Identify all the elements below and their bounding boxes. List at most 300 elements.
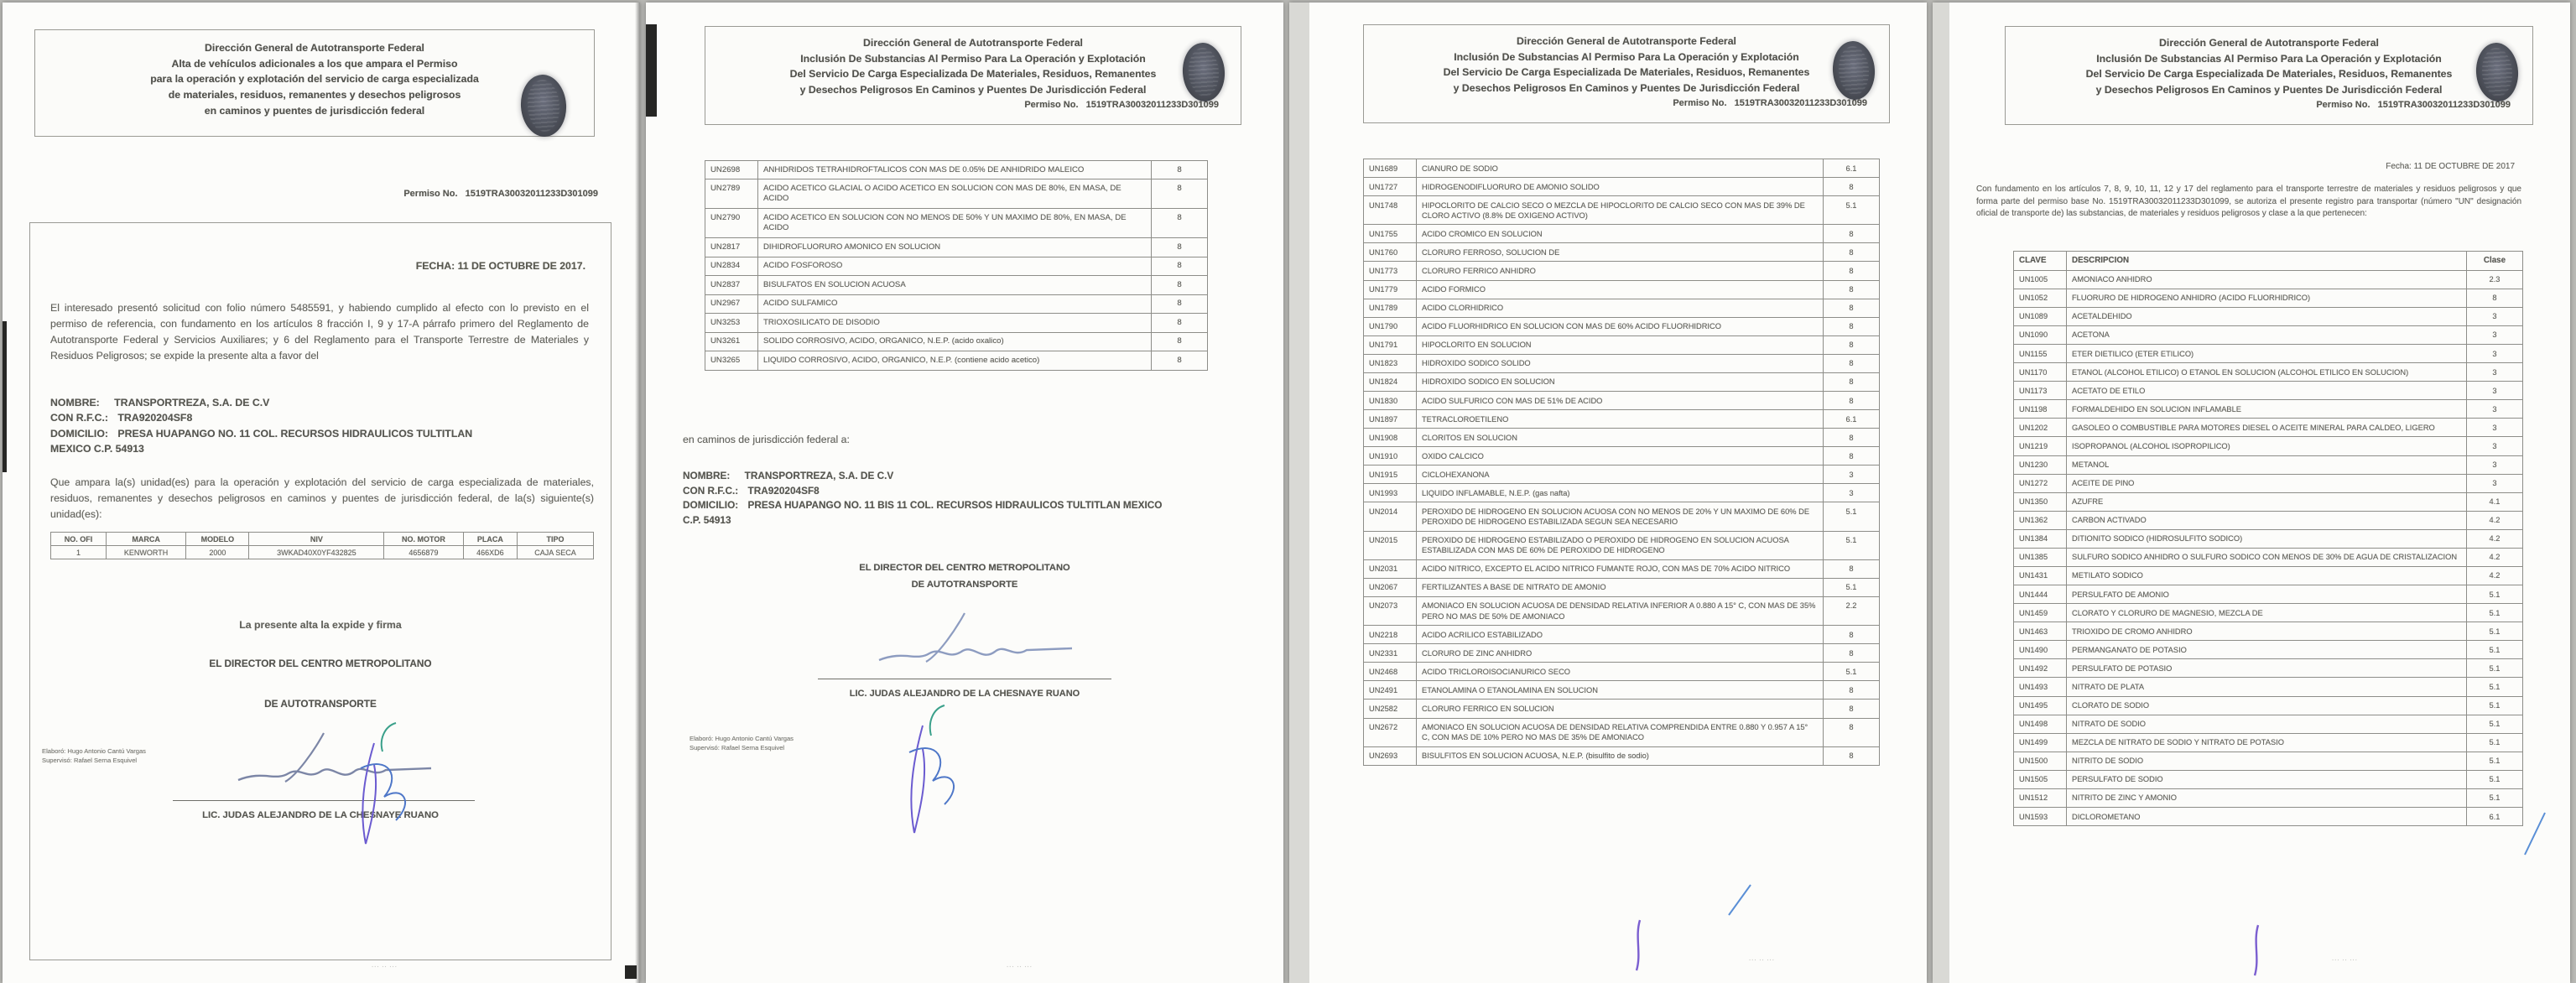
substances-table <box>705 160 1208 371</box>
vehicle-table <box>50 532 594 559</box>
substance-un-code: UN2491 <box>1364 681 1417 700</box>
substance-description: AMONIACO EN SOLUCION ACUOSA DE DENSIDAD RELATIVA COMPRENDIDA ENTRE 0.880 Y 0.957 A 15° C, CON MAS DE 10% PERO NO MAS DE 35% DE AMONIACO <box>1417 718 1824 746</box>
substance-row <box>2014 270 2523 289</box>
substance-description: METANOL <box>2067 455 2467 474</box>
substance-class: 8 <box>1824 626 1880 644</box>
substance-class: 2.3 <box>2467 270 2523 289</box>
substance-description: ACIDO NITRICO, EXCEPTO EL ACIDO NITRICO FUMANTE ROJO, CON MAS DE 70% ACIDO NITRICO <box>1417 559 1824 578</box>
substance-row <box>1364 447 1880 465</box>
pen-mark-ink <box>2520 808 2550 858</box>
substance-un-code: UN1384 <box>2014 529 2067 548</box>
substance-un-code: UN2073 <box>1364 596 1417 625</box>
substance-class: 3 <box>2467 455 2523 474</box>
issue-line: La presente alta la expide y firma <box>239 619 402 631</box>
substance-description: HIDROXIDO SODICO EN SOLUCION <box>1417 372 1824 391</box>
substance-class: 8 <box>1824 559 1880 578</box>
substance-class: 8 <box>1152 351 1208 370</box>
substance-description: LIQUIDO CORROSIVO, ACIDO, ORGANICO, N.E.P. (contiene acido acetico) <box>758 351 1152 370</box>
col-no-motor: NO. MOTOR <box>384 533 463 546</box>
col-marca: MARCA <box>106 533 185 546</box>
permit-label: Permiso No. <box>1024 99 1079 110</box>
substance-description: CLORURO FERROSO, SOLUCION DE <box>1417 243 1824 262</box>
substance-row <box>1364 681 1880 700</box>
substance-row <box>1364 429 1880 447</box>
substance-class: 5.1 <box>2467 641 2523 659</box>
substance-class: 5.1 <box>2467 770 2523 788</box>
substance-row <box>2014 585 2523 604</box>
substance-un-code: UN1272 <box>2014 474 2067 492</box>
substance-row <box>2014 474 2523 492</box>
page1-body-box <box>29 222 611 960</box>
substance-un-code: UN1385 <box>2014 548 2067 566</box>
col-placa: PLACA <box>463 533 517 546</box>
substance-un-code: UN1230 <box>2014 455 2067 474</box>
rfc-value: TRA920204SF8 <box>747 484 820 497</box>
substance-class: 3 <box>2467 474 2523 492</box>
page1-title-line: Alta de vehículos adicionales a los que ampara el Permiso <box>171 57 458 70</box>
substance-row <box>1364 559 1880 578</box>
substance-class: 5.1 <box>2467 788 2523 807</box>
substance-class: 8 <box>1152 179 1208 209</box>
substance-un-code: UN2468 <box>1364 663 1417 681</box>
substance-row <box>1364 746 1880 765</box>
substance-row <box>705 314 1208 332</box>
substance-class: 8 <box>1152 238 1208 257</box>
grantee-address-line2: MEXICO C.P. 54913 <box>50 443 144 455</box>
grantee-address-line <box>683 498 1236 513</box>
grantee-address-line2: C.P. 54913 <box>683 514 731 527</box>
substance-description: FERTILIZANTES A BASE DE NITRATO DE AMONIO <box>1417 578 1824 596</box>
permit-number-line <box>1364 98 1889 108</box>
substance-row <box>1364 262 1880 280</box>
pen-mark-ink <box>2246 922 2272 980</box>
substance-description: CICLOHEXANONA <box>1417 465 1824 484</box>
substance-description: DITIONITO SODICO (HIDROSULFITO SODICO) <box>2067 529 2467 548</box>
substance-class: 8 <box>1824 178 1880 196</box>
substance-un-code: UN3253 <box>705 314 758 332</box>
substance-class: 5.1 <box>1824 196 1880 225</box>
substance-un-code: UN1198 <box>2014 400 2067 419</box>
page1-title-line: de materiales, residuos, remanentes y desechos peligrosos <box>168 89 461 101</box>
substance-description: SULFURO SODICO ANHIDRO O SULFURO SODICO CON MENOS DE 30% DE AGUA DE CRISTALIZACION <box>2067 548 2467 566</box>
substance-class: 8 <box>1824 243 1880 262</box>
substance-description: HIDROGENODIFLUORURO DE AMONIO SOLIDO <box>1417 178 1824 196</box>
substance-row <box>1364 335 1880 354</box>
substance-description: ACETATO DE ETILO <box>2067 382 2467 400</box>
substance-row <box>1364 663 1880 681</box>
substance-class: 5.1 <box>1824 578 1880 596</box>
scan-edge-band <box>1933 3 1949 983</box>
substance-un-code: UN2067 <box>1364 578 1417 596</box>
page-4-lista-substancias <box>1933 3 2570 983</box>
substance-description: CLORURO DE ZINC ANHIDRO <box>1417 644 1824 663</box>
substance-un-code: UN3261 <box>705 332 758 351</box>
substance-row <box>1364 243 1880 262</box>
substances-table <box>2013 251 2523 826</box>
substance-class: 8 <box>1824 644 1880 663</box>
substance-row <box>1364 410 1880 429</box>
substance-un-code: UN2789 <box>705 179 758 209</box>
substance-description: CLORITOS EN SOLUCION <box>1417 429 1824 447</box>
substance-class: 8 <box>1824 392 1880 410</box>
substance-row <box>1364 700 1880 718</box>
director-title-line2: DE AUTOTRANSPORTE <box>264 698 377 710</box>
substance-row <box>705 351 1208 370</box>
substance-un-code: UN1727 <box>1364 178 1417 196</box>
substance-row <box>1364 531 1880 559</box>
col-tipo: TIPO <box>518 533 594 546</box>
substance-un-code: UN1789 <box>1364 299 1417 317</box>
director-name: LIC. JUDAS ALEJANDRO DE LA CHESNAYE RUANO <box>202 810 439 820</box>
col-clase: Clase <box>2467 252 2523 271</box>
substance-un-code: UN1362 <box>2014 511 2067 529</box>
col-clave: CLAVE <box>2014 252 2067 271</box>
date-line: Fecha: 11 DE OCTUBRE DE 2017 <box>2386 162 2515 171</box>
substance-class: 8 <box>1152 294 1208 313</box>
substance-class: 5.1 <box>2467 715 2523 733</box>
substance-un-code: UN1444 <box>2014 585 2067 604</box>
inclusion-title-line: Inclusión De Substancias Al Permiso Para La Operación y Explotación <box>1454 50 1799 63</box>
prepared-by-note <box>42 746 226 766</box>
substance-un-code: UN1823 <box>1364 354 1417 372</box>
date-line: FECHA: 11 DE OCTUBRE DE 2017. <box>415 260 585 272</box>
director-title-line1: EL DIRECTOR DEL CENTRO METROPOLITANO <box>209 658 432 669</box>
substance-description: ACETALDEHIDO <box>2067 307 2467 325</box>
substance-row <box>1364 578 1880 596</box>
substance-description: ACEITE DE PINO <box>2067 474 2467 492</box>
substance-row <box>2014 492 2523 511</box>
substance-description: ETANOLAMINA O ETANOLAMINA EN SOLUCION <box>1417 681 1824 700</box>
page1-title-line: en caminos y puentes de jurisdicción federal <box>204 104 425 117</box>
substance-row <box>2014 678 2523 696</box>
grantee-block <box>683 469 1236 528</box>
substance-row <box>705 257 1208 275</box>
substance-un-code: UN1755 <box>1364 225 1417 243</box>
prepared-by-note <box>690 734 874 753</box>
page-1-alta-vehiculos <box>3 3 640 983</box>
name-value: TRANSPORTREZA, S.A. DE C.V <box>114 397 270 408</box>
page3-header-box <box>1363 24 1890 123</box>
substance-description: CLORURO FERRICO ANHIDRO <box>1417 262 1824 280</box>
substance-row <box>1364 465 1880 484</box>
substance-description: ACIDO FOSFOROSO <box>758 257 1152 275</box>
substance-description: ACIDO TRICLOROISOCIANURICO SECO <box>1417 663 1824 681</box>
substance-class: 8 <box>1152 257 1208 275</box>
permit-number: 1519TRA30032011233D301099 <box>1734 97 1867 108</box>
substance-un-code: UN2837 <box>705 276 758 294</box>
agency-title: Dirección General de Autotransporte Federal <box>863 37 1083 49</box>
substance-description: TRIOXIDO DE CROMO ANHIDRO <box>2067 622 2467 641</box>
substance-un-code: UN2015 <box>1364 531 1417 559</box>
substance-un-code: UN1155 <box>2014 345 2067 363</box>
substance-un-code: UN2672 <box>1364 718 1417 746</box>
substance-description: FLUORURO DE HIDROGENO ANHIDRO (ACIDO FLUORHIDRICO) <box>2067 289 2467 307</box>
vehicle-marca: KENWORTH <box>106 546 185 559</box>
scan-artifact <box>3 321 7 472</box>
inclusion-title-line: Del Servicio De Carga Especializada De Materiales, Residuos, Remanentes <box>1443 66 1810 79</box>
substance-class: 3 <box>2467 345 2523 363</box>
substance-description: PERSULFATO DE POTASIO <box>2067 659 2467 678</box>
substance-description: CARBON ACTIVADO <box>2067 511 2467 529</box>
substance-description: ACIDO ACETICO GLACIAL O ACIDO ACETICO EN SOLUCION CON MAS DE 80%, EN MASA, DE ACIDO <box>758 179 1152 209</box>
substance-row <box>1364 626 1880 644</box>
address-value: PRESA HUAPANGO NO. 11 COL. RECURSOS HIDRAULICOS TULTITLAN <box>117 427 473 439</box>
substance-class: 8 <box>1824 335 1880 354</box>
substance-class: 5.1 <box>2467 696 2523 715</box>
substance-class: 3 <box>2467 325 2523 344</box>
substance-description: HIPOCLORITO DE CALCIO SECO O MEZCLA DE HIPOCLORITO DE CALCIO SECO CON MAS DE 39% DE CLORO ACTIVO (8.8% DE OXIGENO ACTIVO) <box>1417 196 1824 225</box>
substance-description: AMONIACO ANHIDRO <box>2067 270 2467 289</box>
substance-class: 8 <box>1152 161 1208 179</box>
substance-row <box>1364 280 1880 299</box>
col-niv: NIV <box>249 533 384 546</box>
substance-un-code: UN1090 <box>2014 325 2067 344</box>
substance-un-code: UN1495 <box>2014 696 2067 715</box>
page2-footer-mark: ··· ·· ··· <box>1007 964 1033 970</box>
inclusion-title-line: y Desechos Peligrosos En Caminos y Puentes De Jurisdicción Federal <box>799 84 1147 96</box>
substance-row <box>2014 529 2523 548</box>
substance-un-code: UN2698 <box>705 161 758 179</box>
substance-class: 3 <box>2467 363 2523 382</box>
substance-description: NITRATO DE SODIO <box>2067 715 2467 733</box>
substance-description: SOLIDO CORROSIVO, ACIDO, ORGANICO, N.E.P. (acido oxalico) <box>758 332 1152 351</box>
substance-row <box>1364 159 1880 178</box>
substance-row <box>2014 752 2523 770</box>
director-title-line1: EL DIRECTOR DEL CENTRO METROPOLITANO <box>859 563 1070 573</box>
scan-corner-artifact <box>625 965 637 979</box>
substance-description: PEROXIDO DE HIDROGENO ESTABILIZADO O PEROXIDO DE HIDROGENO EN SOLUCION ACUOSA ESTABILIZADA CON MAS DE 60% DE PEROXIDO DE HIDROGENO <box>1417 531 1824 559</box>
substances-table <box>1363 159 1880 766</box>
substance-class: 5.1 <box>1824 663 1880 681</box>
jurisdiction-line: en caminos de jurisdicción federal a: <box>683 434 850 445</box>
substance-description: TRIOXOSILICATO DE DISODIO <box>758 314 1152 332</box>
page-2-inclusion-substancias <box>646 3 1283 983</box>
permit-label: Permiso No. <box>1673 97 1727 108</box>
permit-label: Permiso No. <box>403 189 458 199</box>
substance-row <box>1364 299 1880 317</box>
substance-un-code: UN1908 <box>1364 429 1417 447</box>
substance-description: PERSULFATO DE AMONIO <box>2067 585 2467 604</box>
substance-class: 5.1 <box>2467 585 2523 604</box>
substance-row <box>1364 196 1880 225</box>
substance-un-code: UN1830 <box>1364 392 1417 410</box>
substance-class: 3 <box>2467 419 2523 437</box>
substance-class: 6.1 <box>1824 159 1880 178</box>
substance-class: 8 <box>1824 317 1880 335</box>
substance-row <box>705 179 1208 209</box>
vehicle-modelo: 2000 <box>186 546 249 559</box>
name-label: NOMBRE: <box>683 470 731 481</box>
substance-class: 5.1 <box>1824 502 1880 531</box>
substance-un-code: UN1202 <box>2014 419 2067 437</box>
page4-footer-mark: ··· ·· ··· <box>2332 957 2358 963</box>
substance-description: ACIDO CLORHIDRICO <box>1417 299 1824 317</box>
substance-un-code: UN1897 <box>1364 410 1417 429</box>
substance-description: OXIDO CALCICO <box>1417 447 1824 465</box>
substance-un-code: UN1760 <box>1364 243 1417 262</box>
substance-class: 8 <box>1824 354 1880 372</box>
substance-row <box>1364 354 1880 372</box>
substance-un-code: UN1492 <box>2014 659 2067 678</box>
page1-title-line: para la operación y explotación del servicio de carga especializada <box>150 73 479 86</box>
substance-row <box>2014 419 2523 437</box>
substance-description: HIPOCLORITO EN SOLUCION <box>1417 335 1824 354</box>
vehicle-table-header-row <box>51 533 594 546</box>
substance-description: ETANOL (ALCOHOL ETILICO) O ETANOL EN SOLUCION (ALCOHOL ETILICO EN SOLUCION) <box>2067 363 2467 382</box>
substance-description: ACIDO CROMICO EN SOLUCION <box>1417 225 1824 243</box>
permit-number-line <box>2006 100 2532 110</box>
substances-header-row <box>2014 252 2523 271</box>
substance-description: ISOPROPANOL (ALCOHOL ISOPROPILICO) <box>2067 437 2467 455</box>
scan-seam <box>635 3 640 983</box>
substance-description: METILATO SODICO <box>2067 566 2467 585</box>
substance-row <box>1364 392 1880 410</box>
substance-row <box>2014 604 2523 622</box>
substance-row <box>2014 325 2523 344</box>
substance-un-code: UN2014 <box>1364 502 1417 531</box>
coverage-paragraph: Que ampara la(s) unidad(es) para la operación y explotación del servicio de carga especializada de materiales, residuos, remanentes y desechos peligrosos en caminos y puentes de jurisdicción federal, de la(s) siguiente(s) unidad(es): <box>50 476 594 521</box>
substance-description: PEROXIDO DE HIDROGENO EN SOLUCION ACUOSA CON NO MENOS DE 20% Y UN MAXIMO DE 60% DE PEROXIDO DE HIDROGENO ESTABILIZADA SEGUN SEA NECESARIO <box>1417 502 1824 531</box>
grantee-name-line <box>50 395 596 410</box>
substance-row <box>2014 622 2523 641</box>
grantee-address-line <box>50 426 596 441</box>
substance-description: LIQUIDO INFLAMABLE, N.E.P. (gas nafta) <box>1417 484 1824 502</box>
substance-description: ACIDO ACRILICO ESTABILIZADO <box>1417 626 1824 644</box>
substance-description: NITRATO DE PLATA <box>2067 678 2467 696</box>
substance-class: 5.1 <box>2467 752 2523 770</box>
permit-number-line <box>705 100 1241 110</box>
substance-description: BISULFITOS EN SOLUCION ACUOSA, N.E.P. (bisulfito de sodio) <box>1417 746 1824 765</box>
permit-number-line <box>212 189 598 199</box>
substance-class: 8 <box>1824 447 1880 465</box>
substance-description: PERMANGANATO DE POTASIO <box>2067 641 2467 659</box>
col-no-ofi: NO. OFI <box>51 533 107 546</box>
substance-description: FORMALDEHIDO EN SOLUCION INFLAMABLE <box>2067 400 2467 419</box>
name-label: NOMBRE: <box>50 397 100 408</box>
substance-un-code: UN1505 <box>2014 770 2067 788</box>
substance-class: 5.1 <box>1824 531 1880 559</box>
col-descripcion: DESCRIPCION <box>2067 252 2467 271</box>
substance-un-code: UN1052 <box>2014 289 2067 307</box>
page3-footer-mark: ··· ·· ··· <box>1749 957 1775 963</box>
substance-un-code: UN1915 <box>1364 465 1417 484</box>
grantee-block <box>50 395 596 457</box>
substance-un-code: UN1173 <box>2014 382 2067 400</box>
substance-description: CLORURO FERRICO EN SOLUCION <box>1417 700 1824 718</box>
rfc-value: TRA920204SF8 <box>117 412 193 424</box>
vehicle-tipo: CAJA SECA <box>518 546 594 559</box>
substance-row <box>1364 317 1880 335</box>
permit-label: Permiso No. <box>2316 99 2370 110</box>
substance-row <box>2014 659 2523 678</box>
substance-description: ANHIDRIDOS TETRAHIDROFTALICOS CON MAS DE 0.05% DE ANHIDRIDO MALEICO <box>758 161 1152 179</box>
substance-un-code: UN1773 <box>1364 262 1417 280</box>
substance-row <box>2014 400 2523 419</box>
substance-class: 4.2 <box>2467 566 2523 585</box>
substance-un-code: UN1779 <box>1364 280 1417 299</box>
substance-class: 3 <box>2467 307 2523 325</box>
substance-un-code: UN1593 <box>2014 808 2067 826</box>
substance-class: 3 <box>1824 465 1880 484</box>
substance-row <box>705 209 1208 238</box>
substance-class: 6.1 <box>1824 410 1880 429</box>
substance-un-code: UN1463 <box>2014 622 2067 641</box>
inclusion-title-line: Inclusión De Substancias Al Permiso Para La Operación y Explotación <box>800 52 1146 65</box>
substance-description: MEZCLA DE NITRATO DE SODIO Y NITRATO DE POTASIO <box>2067 733 2467 752</box>
substance-row <box>2014 455 2523 474</box>
substance-class: 8 <box>1152 332 1208 351</box>
substance-class: 6.1 <box>2467 808 2523 826</box>
substance-description: ACIDO SULFAMICO <box>758 294 1152 313</box>
substance-row <box>2014 641 2523 659</box>
substance-un-code: UN2790 <box>705 209 758 238</box>
substance-class: 8 <box>2467 289 2523 307</box>
substance-un-code: UN1512 <box>2014 788 2067 807</box>
grantee-name-line <box>683 469 1236 484</box>
substance-row <box>1364 484 1880 502</box>
page4-header-box <box>2005 26 2533 125</box>
substance-row <box>2014 770 2523 788</box>
substance-class: 4.2 <box>2467 548 2523 566</box>
substance-un-code: UN1170 <box>2014 363 2067 382</box>
substance-class: 8 <box>1824 299 1880 317</box>
substance-un-code: UN2582 <box>1364 700 1417 718</box>
substance-description: ETER DIETILICO (ETER ETILICO) <box>2067 345 2467 363</box>
pen-mark-ink <box>1725 882 1756 918</box>
substance-class: 5.1 <box>2467 733 2523 752</box>
substance-row <box>2014 715 2523 733</box>
reviewer-signature-ink <box>872 699 1007 850</box>
scan-edge-band <box>1289 3 1309 983</box>
substance-un-code: UN1490 <box>2014 641 2067 659</box>
substance-class: 8 <box>1824 280 1880 299</box>
substance-row <box>1364 502 1880 531</box>
substance-row <box>2014 363 2523 382</box>
substance-row <box>2014 437 2523 455</box>
substance-row <box>2014 733 2523 752</box>
substance-class: 8 <box>1152 209 1208 238</box>
substance-un-code: UN2693 <box>1364 746 1417 765</box>
page1-footer-mark: ··· ·· ··· <box>372 964 398 970</box>
substance-row <box>705 332 1208 351</box>
substance-row <box>1364 596 1880 625</box>
substance-row <box>1364 718 1880 746</box>
page2-header-box <box>705 26 1241 125</box>
vehicle-placa: 466XD6 <box>463 546 517 559</box>
name-value: TRANSPORTREZA, S.A. DE C.V <box>744 470 894 481</box>
director-title-line2: DE AUTOTRANSPORTE <box>911 580 1018 590</box>
address-label: DOMICILIO: <box>50 427 108 439</box>
substance-description: GASOLEO O COMBUSTIBLE PARA MOTORES DIESEL O ACEITE MINERAL PARA CALDEO, LIGERO <box>2067 419 2467 437</box>
substance-un-code: UN2331 <box>1364 644 1417 663</box>
substance-row <box>2014 345 2523 363</box>
substance-row <box>1364 644 1880 663</box>
substance-row <box>2014 808 2523 826</box>
substance-row <box>1364 372 1880 391</box>
rfc-label: CON R.F.C.: <box>683 484 739 497</box>
permit-number: 1519TRA30032011233D301099 <box>2377 99 2511 110</box>
inclusion-title-line: Del Servicio De Carga Especializada De Materiales, Residuos, Remanentes <box>789 68 1157 81</box>
rfc-label: CON R.F.C.: <box>50 412 108 424</box>
substance-class: 3 <box>2467 437 2523 455</box>
permit-number: 1519TRA30032011233D301099 <box>1085 99 1219 110</box>
inclusion-title-line: y Desechos Peligrosos En Caminos y Puentes De Jurisdicción Federal <box>1453 82 1800 95</box>
substance-class: 8 <box>1824 746 1880 765</box>
substance-description: NITRITO DE ZINC Y AMONIO <box>2067 788 2467 807</box>
substance-description: AMONIACO EN SOLUCION ACUOSA DE DENSIDAD RELATIVA INFERIOR A 0.880 A 15° C, CON MAS DE 35% PERO NO MAS DE 50% DE AMONIACO <box>1417 596 1824 625</box>
supervised-by-line: Supervisó: Rafael Serna Esquivel <box>42 757 138 765</box>
substance-row <box>705 294 1208 313</box>
